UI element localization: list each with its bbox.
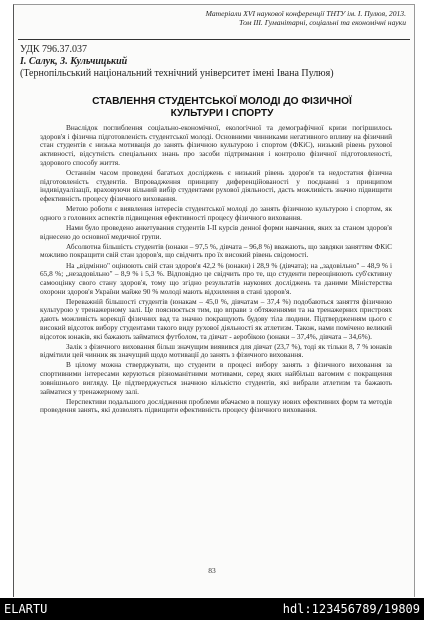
running-head-line-2: Том III. Гуманітарні, соціальні та економічні науки [239, 18, 406, 27]
paragraph: Залік з фізичного виховання більш значущим виявився для дівчат (23,7 %), тоді як тільки 8, 7 % юнаків відмітили цей чинник як значущий щодо мотивації до занять з фізичного виховання. [40, 341, 392, 360]
paragraph: Нами було проведено анкетування студентів I-II курсів денної форми навчання, яких за станом здоров'я віднесено до основної медичної групи. [40, 222, 392, 241]
affiliation: (Тернопільський національний технічний університет імені Івана Пулюя) [20, 68, 334, 79]
paragraph: Абсолютна більшість студентів (юнаки – 97,5 %, дівчата – 96,8 %) вважають, що завдяки заняттям ФКіС можливо покращити свій стан здоров'я, що свідчить про їх високий рівень свідомості. [40, 241, 392, 260]
paragraph: Переважній більшості студентів (юнакам – 45,0 %, дівчатам – 37,4 %) подобаються заняття фізичною культурою у тренажерному залі. Це пояснюється тим, що вправи з обтяженнями та на тренажерних пристроях дають можливість корекції фізичних вад та значно покращують будову тіла людини. Підтвердженням цього є високий відсоток вибору студентами такого виду рухової діяльності як атлетизм. Також, нами помічено великий відсоток юнаків, які бажають займатися футболом, та дівчат - аеробікою (юнаки – 37,4%, дівчата – 34,6%). [40, 296, 392, 341]
paragraph: Останнім часом проведені багатьох досліджень є низький рівень здоров'я та недостатня фізична підготовленість студентів. Впровадження принципу диференційованості у поєднанні з принципом індивідуалізації, враховуючи вільний вибір студентами рухової діяльності, дасть можливість значно підвищити ефективність процесу фізичного виховання. [40, 167, 392, 204]
repository-name: ELARTU [4, 602, 48, 616]
paragraph: Внаслідок поглиблення соціально-економічної, екологічної та демографічної кризи погіршилось здоров'я і фізична підготовленість студентської молоді. Основними чинниками негативного впливу на фізичний стан студентів є низька мотивація до занять фізичною культурою і спортом (ФКіС), низький рівень рухової активності, відсутність спеціальних знань про засоби підтримання і контролю фізичної підготовленості, здорового способу життя. [40, 123, 392, 167]
paper-title: СТАВЛЕННЯ СТУДЕНТСЬКОЇ МОЛОДІ ДО ФІЗИЧНОЇ КУЛЬТУРИ І СПОРТУ [92, 96, 352, 119]
paragraph: В цілому можна стверджувати, що студенти в процесі вибору занять з фізичного виховання за спортивними інтересами керуються різноманітними мотивами, серед яких найбільш вагомим є покращення зовнішнього вигляду. Це підтверджується значною кількістю студентів, які вибрали атлетизм та бажають займатися у тренажерному залі. [40, 360, 392, 396]
paragraph: Перспективи подальшого дослідження проблеми вбачаємо в пошуку нових ефективних форм та методів проведення занять, які дозволять підвищити ефективність процесу фізичного виховання. [40, 396, 392, 415]
udk-code: УДК 796.37.037 [20, 44, 88, 55]
running-head-line-1: Матеріали XVI наукової конференції ТНТУ ім. І. Пулюя, 2013. [205, 9, 406, 18]
repository-footer [0, 598, 424, 620]
body-text [40, 124, 392, 416]
paragraph: На „відмінно" оцінюють свій стан здоров'я 42,2 % (юнаки) і 28,9 % (дівчата); на „задовільно" – 48,9 % і 65,8 %; „незадовільно" – 8,9 % і 5,3 %. Відповідно це свідчить про те, що студенти переоцінюють суб'єктивну самооцінку свого стану здоров'я, тому що згідно результатів наукових досліджень та даними Міністерства охорони здоров'я України майже 90 % молоді мають відхилення в стані здоров'я. [40, 260, 392, 296]
authors: І. Салук, З. Кульчицький [20, 56, 128, 67]
page-number: 83 [208, 566, 216, 575]
running-head [14, 9, 406, 27]
header-rule [18, 39, 410, 40]
handle-id[interactable]: hdl:123456789/19809 [282, 602, 420, 616]
paragraph: Метою роботи є виявлення інтересів студентської молоді до занять фізичною культурою і спортом, як одного з головних аспектів підвищення ефективності процесу фізичного виховання. [40, 204, 392, 222]
